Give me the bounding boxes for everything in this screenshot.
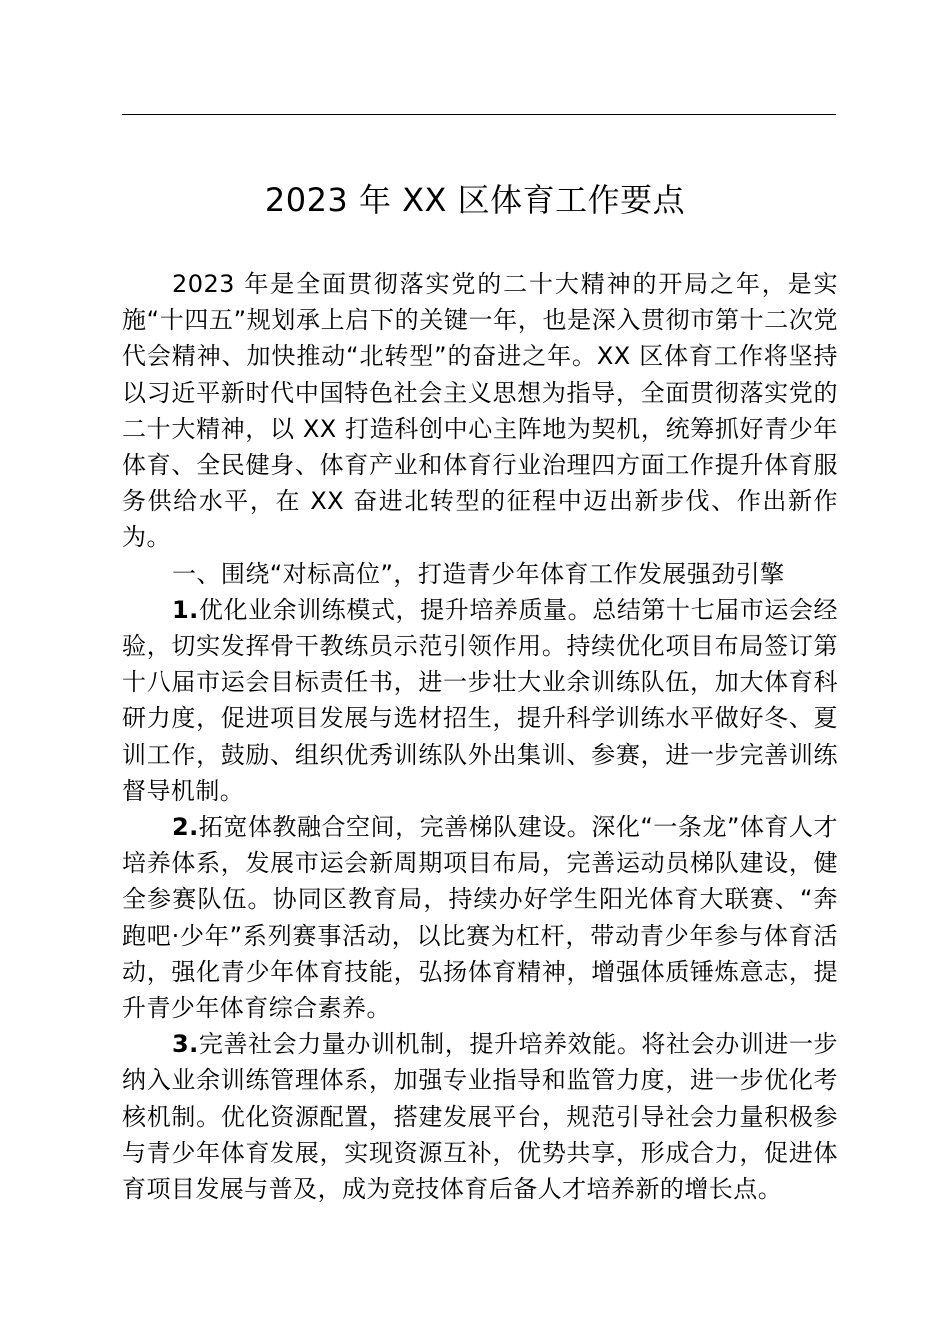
list-item <box>122 592 838 809</box>
intro-paragraph: 2023 年是全面贯彻落实党的二十大精神的开局之年，是实施“十四五”规划承上启下的关键一年，也是深入贯彻市第十二次党代会精神、加快推动“北转型”的奋进之年。XX 区体育工作将坚持以习近平新时代中国特色社会主义思想为指导，全面贯彻落实党的二十大精神，以 XX 打造科创中心主阵地为契机，统筹抓好青少年体育、全民健身、体育产业和体育行业治理四方面工作提升体育服务供给水平，在 XX 奋进北转型的征程中迈出新步伐、作出新作为。 <box>122 270 838 552</box>
document-body <box>122 266 838 1207</box>
list-item <box>122 1026 838 1207</box>
item-number: 2. <box>172 813 199 842</box>
list-item <box>122 809 838 1026</box>
header-rule <box>122 114 836 115</box>
item-text: 完善社会力量办训机制，提升培养效能。将社会办训进一步纳入业余训练管理体系，加强专业指导和监管力度，进一步优化考核机制。优化资源配置，搭建发展平台，规范引导社会力量积极参与青少年体育发展，实现资源互补，优势共享，形成合力，促进体育项目发展与普及，成为竞技体育后备人才培养新的增长点。 <box>122 1030 838 1204</box>
section-heading: 一、围绕“对标高位”，打造青少年体育工作发展强劲引擎 <box>172 559 785 588</box>
item-text: 拓宽体教融合空间，完善梯队建设。深化“一条龙”体育人才培养体系，发展市运会新周期项目布局，完善运动员梯队建设，健全参赛队伍。协同区教育局，持续办好学生阳光体育大联赛、“奔跑吧·少年”系列赛事活动，以比赛为杠杆，带动青少年参与体育活动，强化青少年体育技能，弘扬体育精神，增强体质锤炼意志，提升青少年体育综合素养。 <box>122 813 838 1023</box>
item-number: 1. <box>172 595 199 624</box>
item-number: 3. <box>172 1030 199 1059</box>
document-title: 2023 年 XX 区体育工作要点 <box>264 181 686 219</box>
item-text: 优化业余训练模式，提升培养质量。总结第十七届市运会经验，切实发挥骨干教练员示范引领作用。持续优化项目布局签订第十八届市运会目标责任书，进一步壮大业余训练队伍，加大体育科研力度，促进项目发展与选材招生，提升科学训练水平做好冬、夏训工作，鼓励、组织优秀训练队外出集训、参赛，进一步完善训练督导机制。 <box>122 595 838 805</box>
